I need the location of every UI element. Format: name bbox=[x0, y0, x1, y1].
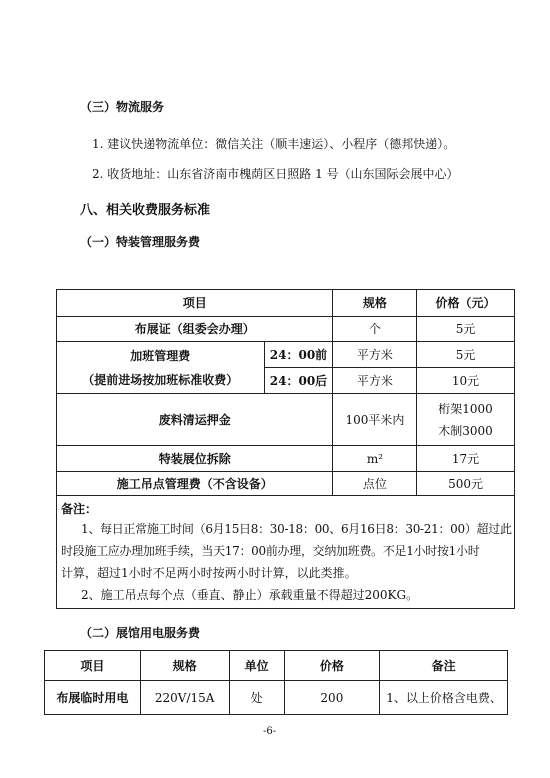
header-notes: 备注 bbox=[380, 651, 508, 681]
waste-spec: 100平米内 bbox=[333, 394, 417, 446]
table-header-row bbox=[45, 651, 508, 681]
dismantle-price: 17元 bbox=[417, 446, 514, 472]
header-item: 项目 bbox=[45, 651, 141, 681]
page-number: -6- bbox=[263, 726, 277, 737]
table-row bbox=[57, 394, 515, 446]
overtime-item-line-2: （提前进场按加班标准收费） bbox=[82, 372, 239, 387]
header-price: 价格（元） bbox=[417, 290, 514, 317]
waste-item: 废料清运押金 bbox=[57, 394, 333, 446]
table-row bbox=[57, 317, 515, 342]
badge-spec: 个 bbox=[333, 317, 417, 342]
power-price: 200 bbox=[284, 681, 380, 715]
section-8-heading: 八、相关收费服务标准 bbox=[80, 203, 211, 218]
overtime-item-line-1: 加班管理费 bbox=[130, 348, 191, 363]
notes-line-1: 1、每日正常施工时间（6月15日8：30-18：00、6月16日8：30-21：00）超过此 bbox=[81, 522, 512, 536]
overtime-item bbox=[57, 342, 265, 394]
overtime-before-label: 24：00前 bbox=[264, 342, 333, 368]
table-row bbox=[57, 472, 515, 496]
notes-title: 备注： bbox=[61, 502, 98, 516]
logistics-item-2: 2. 收货地址：山东省济南市槐荫区日照路 1 号（山东国际会展中心） bbox=[92, 167, 459, 181]
notes-line-3: 计算，超过1小时不足两小时按两小时计算，以此类推。 bbox=[61, 566, 357, 580]
power-spec: 220V/15A bbox=[140, 681, 229, 715]
dismantle-item: 特装展位拆除 bbox=[57, 446, 333, 472]
table-row bbox=[57, 342, 515, 368]
overtime-after-price: 10元 bbox=[417, 368, 514, 394]
header-price: 价格 bbox=[284, 651, 380, 681]
hoist-spec: 点位 bbox=[333, 472, 417, 496]
power-note: 1、以上价格含电费、 bbox=[380, 681, 508, 715]
badge-item: 布展证（组委会办理） bbox=[57, 317, 333, 342]
waste-price-wood: 木制3000 bbox=[438, 423, 493, 438]
overtime-before-spec: 平方米 bbox=[333, 342, 417, 368]
logistics-item-1: 1. 建议快递物流单位：微信关注（顺丰速运）、小程序（德邦快递）。 bbox=[92, 137, 456, 151]
notes-cell bbox=[57, 496, 515, 609]
table-row bbox=[45, 681, 508, 715]
power-unit: 处 bbox=[229, 681, 284, 715]
electricity-fee-table bbox=[44, 650, 508, 715]
notes-line-4: 2、施工吊点每个点（垂直、静止）承载重量不得超过200KG。 bbox=[81, 588, 419, 602]
header-unit: 单位 bbox=[229, 651, 284, 681]
special-decoration-fee-table bbox=[56, 289, 515, 609]
header-spec: 规格 bbox=[333, 290, 417, 317]
table-header-row bbox=[57, 290, 515, 317]
logistics-heading: （三）物流服务 bbox=[80, 100, 165, 114]
subsection-2-heading: （二）展馆用电服务费 bbox=[80, 626, 201, 640]
table-row bbox=[57, 446, 515, 472]
overtime-after-spec: 平方米 bbox=[333, 368, 417, 394]
notes-line-2: 时段施工应办理加班手续，当天17：00前办理，交纳加班费。不足1小时按1小时 bbox=[61, 544, 480, 558]
hoist-item: 施工吊点管理费（不含设备） bbox=[57, 472, 333, 496]
subsection-1-heading: （一）特装管理服务费 bbox=[80, 235, 201, 249]
overtime-after-label: 24：00后 bbox=[264, 368, 333, 394]
power-item: 布展临时用电 bbox=[45, 681, 141, 715]
waste-price bbox=[417, 394, 514, 446]
waste-price-truss: 桁架1000 bbox=[438, 401, 493, 416]
header-spec: 规格 bbox=[140, 651, 229, 681]
hoist-price: 500元 bbox=[417, 472, 514, 496]
notes-row bbox=[57, 496, 515, 609]
header-item: 项目 bbox=[57, 290, 333, 317]
badge-price: 5元 bbox=[417, 317, 514, 342]
overtime-before-price: 5元 bbox=[417, 342, 514, 368]
dismantle-spec: m² bbox=[333, 446, 417, 472]
